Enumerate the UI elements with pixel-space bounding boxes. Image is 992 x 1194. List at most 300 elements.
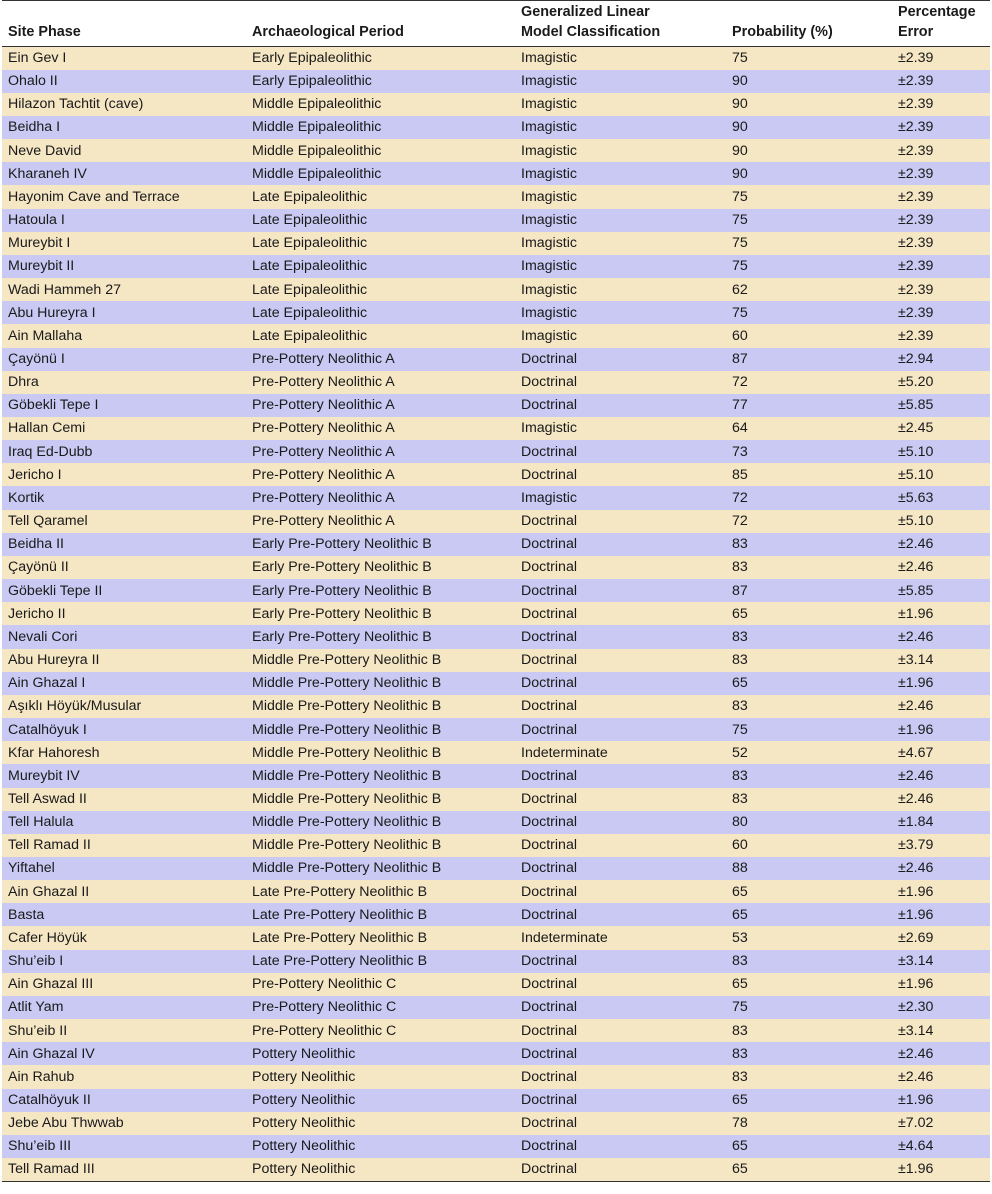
cell-error: ±5.20 bbox=[898, 374, 934, 391]
cell-period: Pottery Neolithic bbox=[252, 1115, 356, 1132]
header-probability bbox=[726, 1, 892, 47]
cell-site-phase: Ohalo II bbox=[8, 73, 58, 90]
cell-classification: Doctrinal bbox=[521, 1092, 577, 1108]
cell-period: Middle Pre-Pottery Neolithic B bbox=[252, 652, 442, 669]
cell-probability: 83 bbox=[732, 790, 748, 807]
cell-site-phase: Göbekli Tepe I bbox=[8, 397, 99, 414]
cell-period: Pre-Pottery Neolithic C bbox=[252, 1022, 397, 1039]
table-row bbox=[2, 602, 990, 625]
cell-probability: 83 bbox=[732, 698, 748, 715]
cell-classification: Doctrinal bbox=[521, 1045, 577, 1062]
table-row bbox=[2, 649, 990, 672]
cell-error: ±5.63 bbox=[898, 489, 934, 506]
cell-probability: 65 bbox=[732, 605, 748, 622]
cell-classification: Doctrinal bbox=[515, 1158, 726, 1181]
cell-classification: Doctrinal bbox=[521, 1138, 577, 1155]
cell-probability: 72 bbox=[732, 374, 748, 391]
cell-classification: Doctrinal bbox=[521, 976, 577, 993]
cell-period: Pottery Neolithic bbox=[252, 1138, 356, 1155]
cell-classification: Doctrinal bbox=[521, 953, 577, 970]
cell-probability: 75 bbox=[732, 212, 748, 229]
table-row bbox=[2, 788, 990, 811]
cell-period: Early Pre-Pottery Neolithic B bbox=[252, 559, 432, 576]
cell-error: ±1.96 bbox=[898, 906, 934, 923]
table-row bbox=[2, 672, 990, 695]
cell-period: Pre-Pottery Neolithic A bbox=[252, 374, 395, 391]
cell-classification: Doctrinal bbox=[521, 1115, 577, 1132]
header-error-line1: Percentage bbox=[898, 4, 976, 20]
cell-period: Middle Pre-Pottery Neolithic B bbox=[252, 698, 442, 715]
cell-classification: Doctrinal bbox=[521, 906, 577, 923]
cell-error: ±2.46 bbox=[898, 698, 934, 715]
cell-error: ±2.39 bbox=[898, 73, 934, 90]
cell-period: Pre-Pottery Neolithic A bbox=[252, 351, 395, 367]
cell-period: Middle Epipaleolithic bbox=[252, 142, 382, 159]
cell-probability: 83 bbox=[732, 767, 748, 784]
table-body bbox=[2, 47, 990, 1182]
cell-probability: 65 bbox=[732, 883, 748, 900]
cell-error: ±7.02 bbox=[898, 1115, 934, 1132]
table-row bbox=[2, 93, 990, 116]
cell-classification: Imagistic bbox=[521, 304, 577, 321]
cell-period: Middle Pre-Pottery Neolithic B bbox=[252, 675, 442, 692]
cell-error: ±2.39 bbox=[898, 327, 934, 344]
table-row bbox=[2, 371, 990, 394]
cell-period: Pre-Pottery Neolithic C bbox=[252, 976, 397, 993]
cell-classification: Doctrinal bbox=[521, 374, 577, 391]
cell-probability: 60 bbox=[732, 837, 748, 854]
header-site-phase-label: Site Phase bbox=[8, 24, 81, 40]
cell-site-phase: Beidha II bbox=[8, 536, 65, 553]
cell-probability: 62 bbox=[732, 281, 748, 298]
cell-error: ±2.39 bbox=[898, 119, 934, 136]
cell-probability: 90 bbox=[732, 96, 748, 113]
cell-period: Pottery Neolithic bbox=[252, 1092, 356, 1108]
cell-error: ±2.39 bbox=[898, 96, 934, 113]
cell-error: ±4.67 bbox=[898, 744, 934, 761]
cell-error: ±4.64 bbox=[898, 1138, 934, 1155]
cell-error: ±2.39 bbox=[898, 165, 934, 182]
cell-period: Late Epipaleolithic bbox=[252, 258, 368, 275]
table-row bbox=[2, 973, 990, 996]
cell-site-phase: Tell Halula bbox=[8, 814, 74, 831]
cell-error: ±3.14 bbox=[898, 953, 934, 970]
cell-classification: Doctrinal bbox=[521, 351, 577, 367]
cell-period: Late Epipaleolithic bbox=[252, 212, 368, 229]
cell-error: ±2.46 bbox=[898, 536, 934, 553]
cell-classification: Doctrinal bbox=[521, 814, 577, 831]
cell-probability: 87 bbox=[732, 582, 748, 599]
cell-period: Pre-Pottery Neolithic A bbox=[252, 466, 395, 483]
cell-error: ±5.85 bbox=[898, 582, 934, 599]
cell-site-phase: Hilazon Tachtit (cave) bbox=[8, 96, 144, 113]
cell-period: Early Epipaleolithic bbox=[252, 73, 372, 90]
cell-classification: Indeterminate bbox=[521, 744, 608, 761]
table-row bbox=[2, 348, 990, 371]
table-row bbox=[2, 811, 990, 834]
cell-period: Middle Pre-Pottery Neolithic B bbox=[252, 790, 442, 807]
cell-classification: Imagistic bbox=[521, 281, 577, 298]
cell-probability: 65 bbox=[732, 1092, 748, 1108]
cell-site-phase: Çayönü II bbox=[8, 559, 69, 576]
cell-period: Pottery Neolithic bbox=[252, 1068, 356, 1085]
table-row bbox=[2, 116, 990, 139]
table-row bbox=[2, 556, 990, 579]
cell-classification: Imagistic bbox=[521, 188, 577, 205]
cell-site-phase: Ain Ghazal II bbox=[8, 883, 90, 900]
cell-period: Late Epipaleolithic bbox=[252, 304, 368, 321]
table-row bbox=[2, 533, 990, 556]
table-row bbox=[2, 579, 990, 602]
cell-site-phase: Iraq Ed-Dubb bbox=[8, 443, 93, 460]
cell-period: Late Pre-Pottery Neolithic B bbox=[252, 906, 428, 923]
table-row bbox=[2, 718, 990, 741]
cell-period: Pre-Pottery Neolithic A bbox=[252, 513, 395, 530]
table-row bbox=[2, 440, 990, 463]
cell-classification: Doctrinal bbox=[521, 790, 577, 807]
cell-error: ±1.96 bbox=[898, 605, 934, 622]
cell-error: ±2.69 bbox=[898, 929, 934, 946]
cell-classification: Doctrinal bbox=[521, 999, 577, 1016]
cell-error: ±2.46 bbox=[898, 1068, 934, 1085]
header-model-classification bbox=[515, 1, 726, 47]
cell-classification: Doctrinal bbox=[521, 721, 577, 738]
cell-classification: Imagistic bbox=[521, 327, 577, 344]
cell-site-phase: Catalhöyuk I bbox=[8, 721, 87, 738]
cell-error: ±2.39 bbox=[898, 258, 934, 275]
cell-site-phase: Nevali Cori bbox=[8, 628, 78, 645]
cell-classification: Doctrinal bbox=[521, 397, 577, 414]
cell-probability: 53 bbox=[732, 929, 748, 946]
table-row bbox=[2, 162, 990, 185]
cell-site-phase: Tell Ramad III bbox=[2, 1158, 246, 1181]
cell-probability: 83 bbox=[732, 536, 748, 553]
cell-period: Pre-Pottery Neolithic C bbox=[252, 999, 397, 1016]
cell-classification: Doctrinal bbox=[521, 605, 577, 622]
cell-probability: 64 bbox=[732, 420, 748, 437]
cell-site-phase: Kharaneh IV bbox=[8, 165, 87, 182]
cell-error: ±2.45 bbox=[898, 420, 934, 437]
cell-site-phase: Neve David bbox=[8, 142, 82, 159]
cell-classification: Imagistic bbox=[521, 165, 577, 182]
table-row bbox=[2, 486, 990, 509]
cell-site-phase: Mureybit IV bbox=[8, 767, 80, 784]
cell-probability: 78 bbox=[732, 1115, 748, 1132]
cell-period: Early Pre-Pottery Neolithic B bbox=[252, 628, 432, 645]
cell-error: ±1.96 bbox=[898, 883, 934, 900]
cell-site-phase: Shu’eib II bbox=[8, 1022, 68, 1039]
cell-site-phase: Tell Aswad II bbox=[8, 790, 87, 807]
cell-classification: Imagistic bbox=[521, 235, 577, 252]
cell-site-phase: Yiftahel bbox=[8, 860, 55, 877]
cell-probability: 88 bbox=[732, 860, 748, 877]
cell-probability: 80 bbox=[732, 814, 748, 831]
table-row bbox=[2, 70, 990, 93]
cell-site-phase: Hatoula I bbox=[8, 212, 65, 229]
cell-site-phase: Basta bbox=[8, 906, 45, 923]
table-row bbox=[2, 903, 990, 926]
cell-site-phase: Aşıklı Höyük/Musular bbox=[8, 698, 142, 715]
cell-error: ±2.39 bbox=[898, 142, 934, 159]
cell-classification: Doctrinal bbox=[521, 466, 577, 483]
table-row bbox=[2, 463, 990, 486]
table-row bbox=[2, 324, 990, 347]
cell-site-phase: Hayonim Cave and Terrace bbox=[8, 188, 180, 205]
cell-classification: Imagistic bbox=[521, 96, 577, 113]
table-row bbox=[2, 1042, 990, 1065]
cell-period: Middle Epipaleolithic bbox=[252, 96, 382, 113]
cell-site-phase: Dhra bbox=[8, 374, 39, 391]
cell-period: Late Pre-Pottery Neolithic B bbox=[252, 929, 428, 946]
cell-period: Middle Epipaleolithic bbox=[252, 165, 382, 182]
cell-error: ±2.39 bbox=[898, 304, 934, 321]
cell-site-phase: Kfar Hahoresh bbox=[8, 744, 100, 761]
table-row bbox=[2, 232, 990, 255]
cell-site-phase: Ain Rahub bbox=[8, 1068, 75, 1085]
cell-site-phase: Beidha I bbox=[8, 119, 61, 136]
site-classification-table bbox=[2, 0, 990, 1182]
cell-site-phase: Jebe Abu Thwwab bbox=[8, 1115, 124, 1132]
table-row bbox=[2, 301, 990, 324]
cell-error: ±2.46 bbox=[898, 559, 934, 576]
cell-error: ±5.10 bbox=[898, 513, 934, 530]
cell-error: ±1.84 bbox=[898, 814, 934, 831]
table-row bbox=[2, 1089, 990, 1112]
table-row bbox=[2, 764, 990, 787]
cell-site-phase: Ain Ghazal I bbox=[8, 675, 86, 692]
cell-period: Middle Pre-Pottery Neolithic B bbox=[252, 744, 442, 761]
table-row bbox=[2, 185, 990, 208]
cell-period: Middle Pre-Pottery Neolithic B bbox=[252, 860, 442, 877]
cell-probability: 83 bbox=[732, 1045, 748, 1062]
table-row bbox=[2, 1135, 990, 1158]
cell-error: ±2.46 bbox=[898, 1045, 934, 1062]
cell-probability: 65 bbox=[732, 906, 748, 923]
cell-classification: Doctrinal bbox=[521, 628, 577, 645]
cell-site-phase: Ain Ghazal III bbox=[8, 976, 94, 993]
cell-site-phase: Abu Hureyra I bbox=[8, 304, 96, 321]
cell-error: ±1.96 bbox=[898, 721, 934, 738]
table-row bbox=[2, 996, 990, 1019]
cell-probability: 90 bbox=[732, 119, 748, 136]
cell-classification: Doctrinal bbox=[521, 698, 577, 715]
cell-classification: Doctrinal bbox=[521, 860, 577, 877]
cell-period: Pre-Pottery Neolithic A bbox=[252, 443, 395, 460]
cell-classification: Doctrinal bbox=[521, 652, 577, 669]
table-row bbox=[2, 278, 990, 301]
cell-probability: 75 bbox=[732, 235, 748, 252]
cell-error: ±5.85 bbox=[898, 397, 934, 414]
cell-error: ±2.39 bbox=[898, 212, 934, 229]
cell-classification: Doctrinal bbox=[521, 582, 577, 599]
cell-site-phase: Abu Hureyra II bbox=[8, 652, 100, 669]
table-row bbox=[2, 209, 990, 232]
cell-probability: 85 bbox=[732, 466, 748, 483]
table-row bbox=[2, 1158, 990, 1181]
cell-classification: Doctrinal bbox=[521, 767, 577, 784]
cell-probability: 75 bbox=[732, 304, 748, 321]
table-row bbox=[2, 1112, 990, 1135]
table-row bbox=[2, 255, 990, 278]
cell-site-phase: Jericho II bbox=[8, 605, 66, 622]
cell-classification: Imagistic bbox=[521, 119, 577, 136]
cell-period: Middle Epipaleolithic bbox=[252, 119, 382, 136]
cell-site-phase: Catalhöyuk II bbox=[8, 1092, 91, 1108]
cell-period: Middle Pre-Pottery Neolithic B bbox=[252, 721, 442, 738]
cell-period: Late Epipaleolithic bbox=[252, 281, 368, 298]
cell-probability: 73 bbox=[732, 443, 748, 460]
table-row bbox=[2, 1019, 990, 1042]
cell-error: ±2.39 bbox=[898, 50, 934, 67]
table-row bbox=[2, 625, 990, 648]
cell-site-phase: Tell Qaramel bbox=[8, 513, 88, 530]
cell-site-phase: Hallan Cemi bbox=[8, 420, 86, 437]
cell-classification: Doctrinal bbox=[521, 675, 577, 692]
cell-period: Early Epipaleolithic bbox=[252, 50, 372, 67]
cell-site-phase: Wadi Hammeh 27 bbox=[8, 281, 122, 298]
cell-period: Late Epipaleolithic bbox=[252, 188, 368, 205]
cell-probability: 52 bbox=[732, 744, 748, 761]
cell-classification: Doctrinal bbox=[521, 559, 577, 576]
cell-classification: Doctrinal bbox=[521, 837, 577, 854]
cell-period: Pre-Pottery Neolithic A bbox=[252, 397, 395, 414]
cell-classification: Imagistic bbox=[521, 212, 577, 229]
cell-period: Middle Pre-Pottery Neolithic B bbox=[252, 814, 442, 831]
cell-site-phase: Tell Ramad II bbox=[8, 837, 91, 854]
cell-error: ±2.46 bbox=[898, 767, 934, 784]
cell-site-phase: Ain Ghazal IV bbox=[8, 1045, 95, 1062]
cell-error: ±3.79 bbox=[898, 837, 934, 854]
header-classification-line2: Model Classification bbox=[521, 24, 661, 40]
cell-period: Middle Pre-Pottery Neolithic B bbox=[252, 767, 442, 784]
table-row bbox=[2, 834, 990, 857]
cell-site-phase: Shu’eib III bbox=[8, 1138, 72, 1155]
cell-error: ±2.46 bbox=[898, 628, 934, 645]
cell-site-phase: Göbekli Tepe II bbox=[8, 582, 103, 599]
cell-site-phase: Mureybit I bbox=[8, 235, 71, 252]
table-header bbox=[2, 1, 990, 47]
table-row bbox=[2, 1065, 990, 1088]
header-percentage-error bbox=[892, 1, 990, 47]
cell-site-phase: Çayönü I bbox=[8, 351, 65, 367]
cell-site-phase: Kortik bbox=[8, 489, 45, 506]
cell-classification: Doctrinal bbox=[521, 1022, 577, 1039]
cell-probability: 83 bbox=[732, 652, 748, 669]
cell-probability: 90 bbox=[732, 142, 748, 159]
cell-probability: 75 bbox=[732, 188, 748, 205]
cell-period: Pottery Neolithic bbox=[246, 1158, 515, 1181]
cell-classification: Doctrinal bbox=[521, 536, 577, 553]
cell-classification: Imagistic bbox=[521, 420, 577, 437]
cell-probability: 65 bbox=[732, 1138, 748, 1155]
cell-site-phase: Ain Mallaha bbox=[8, 327, 83, 344]
cell-classification: Imagistic bbox=[521, 489, 577, 506]
cell-probability: 83 bbox=[732, 953, 748, 970]
cell-error: ±2.46 bbox=[898, 860, 934, 877]
table-row bbox=[2, 926, 990, 949]
table-row bbox=[2, 950, 990, 973]
header-site-phase bbox=[2, 1, 246, 47]
cell-period: Pre-Pottery Neolithic A bbox=[252, 420, 395, 437]
cell-period: Early Pre-Pottery Neolithic B bbox=[252, 605, 432, 622]
cell-error: ±3.14 bbox=[898, 652, 934, 669]
cell-error: ±2.39 bbox=[898, 188, 934, 205]
cell-probability: 83 bbox=[732, 1068, 748, 1085]
cell-error: ±1.96 bbox=[898, 976, 934, 993]
cell-probability: 65 bbox=[726, 1158, 892, 1181]
cell-site-phase: Atlit Yam bbox=[8, 999, 64, 1016]
table-row bbox=[2, 47, 990, 70]
table-row bbox=[2, 139, 990, 162]
header-probability-label: Probability (%) bbox=[732, 24, 833, 40]
cell-error: ±5.10 bbox=[898, 443, 934, 460]
table-row bbox=[2, 880, 990, 903]
cell-period: Middle Pre-Pottery Neolithic B bbox=[252, 837, 442, 854]
cell-period: Pre-Pottery Neolithic A bbox=[252, 489, 395, 506]
cell-classification: Doctrinal bbox=[521, 513, 577, 530]
cell-probability: 72 bbox=[732, 513, 748, 530]
cell-probability: 75 bbox=[732, 721, 748, 738]
cell-site-phase: Ein Gev I bbox=[8, 50, 67, 67]
cell-probability: 75 bbox=[732, 258, 748, 275]
cell-error: ±1.96 bbox=[898, 675, 934, 692]
header-classification-line1: Generalized Linear bbox=[521, 4, 650, 20]
cell-probability: 90 bbox=[732, 73, 748, 90]
cell-error: ±1.96 bbox=[898, 1092, 934, 1108]
cell-error: ±2.30 bbox=[898, 999, 934, 1016]
cell-classification: Imagistic bbox=[521, 142, 577, 159]
cell-probability: 60 bbox=[732, 327, 748, 344]
cell-error: ±1.96 bbox=[892, 1158, 990, 1181]
cell-probability: 83 bbox=[732, 1022, 748, 1039]
table-row bbox=[2, 857, 990, 880]
cell-site-phase: Mureybit II bbox=[8, 258, 75, 275]
table-row bbox=[2, 741, 990, 764]
classification-table-container bbox=[2, 0, 990, 1182]
cell-period: Pottery Neolithic bbox=[252, 1045, 356, 1062]
cell-site-phase: Jericho I bbox=[8, 466, 62, 483]
cell-period: Late Pre-Pottery Neolithic B bbox=[252, 883, 428, 900]
cell-classification: Indeterminate bbox=[521, 929, 608, 946]
header-error-line2: Error bbox=[898, 24, 934, 40]
cell-error: ±2.94 bbox=[898, 351, 934, 367]
cell-classification: Doctrinal bbox=[521, 883, 577, 900]
cell-error: ±2.39 bbox=[898, 235, 934, 252]
cell-probability: 65 bbox=[732, 675, 748, 692]
cell-probability: 75 bbox=[732, 999, 748, 1016]
cell-probability: 83 bbox=[732, 628, 748, 645]
cell-period: Early Pre-Pottery Neolithic B bbox=[252, 582, 432, 599]
cell-probability: 83 bbox=[732, 559, 748, 576]
cell-probability: 75 bbox=[732, 50, 748, 67]
header-period-label: Archaeological Period bbox=[252, 24, 404, 40]
table-row bbox=[2, 394, 990, 417]
cell-period: Late Pre-Pottery Neolithic B bbox=[252, 953, 428, 970]
cell-error: ±2.39 bbox=[898, 281, 934, 298]
table-row bbox=[2, 510, 990, 533]
cell-probability: 72 bbox=[732, 489, 748, 506]
cell-period: Early Pre-Pottery Neolithic B bbox=[252, 536, 432, 553]
cell-error: ±3.14 bbox=[898, 1022, 934, 1039]
table-row bbox=[2, 695, 990, 718]
cell-site-phase: Shu’eib I bbox=[8, 953, 64, 970]
cell-probability: 90 bbox=[732, 165, 748, 182]
cell-classification: Doctrinal bbox=[521, 443, 577, 460]
cell-probability: 87 bbox=[732, 351, 748, 367]
cell-classification: Imagistic bbox=[521, 50, 577, 67]
cell-period: Late Epipaleolithic bbox=[252, 235, 368, 252]
cell-error: ±2.46 bbox=[898, 790, 934, 807]
